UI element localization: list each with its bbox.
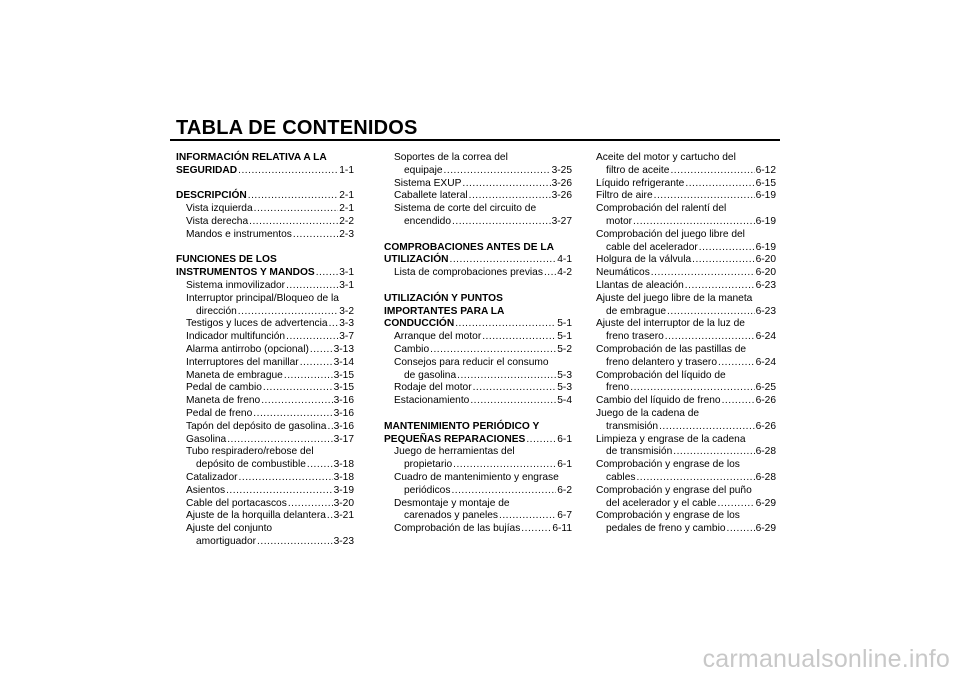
dot-leader <box>667 306 755 319</box>
dot-leader <box>444 165 551 178</box>
toc-entry-title: dirección <box>196 305 237 317</box>
toc-entry[interactable] <box>596 165 776 178</box>
toc-page-number: 6-7 <box>557 510 572 522</box>
toc-page-number: 3-23 <box>333 535 354 547</box>
toc-page-number: 3-17 <box>333 433 354 445</box>
toc-entry[interactable] <box>384 190 572 203</box>
toc-page-number: 3-1 <box>339 267 354 279</box>
toc-entry-title: transmisión <box>606 420 659 432</box>
dot-leader <box>727 523 755 536</box>
toc-entry-title: INSTRUMENTOS Y MANDOS <box>176 267 315 279</box>
toc-gap <box>176 178 354 191</box>
toc-entry[interactable] <box>384 344 572 357</box>
toc-page-number: 3-15 <box>333 369 354 381</box>
toc-entry[interactable] <box>596 178 776 191</box>
toc-entry-title: amortiguador <box>196 535 257 547</box>
toc-page-number: 6-26 <box>755 395 776 407</box>
toc-line: Tubo respiradero/rebose del <box>186 446 314 458</box>
toc-gap <box>384 408 572 421</box>
toc-page-number: 3-21 <box>333 510 354 522</box>
toc-page-number: 6-23 <box>755 305 776 317</box>
dot-leader <box>670 165 754 178</box>
dot-leader <box>284 370 333 383</box>
toc-entry-title: freno <box>606 382 630 394</box>
toc-entry-title: del acelerador y el cable <box>606 497 717 509</box>
toc-entry-title: Ajuste de la horquilla delantera <box>186 510 326 522</box>
toc-page-number: 6-28 <box>755 471 776 483</box>
toc-entry-title: pedales de freno y cambio <box>606 523 726 535</box>
toc-page-number: 2-1 <box>339 203 354 215</box>
toc-column-2 <box>384 152 572 536</box>
toc-page-number: 3-15 <box>333 382 354 394</box>
toc-page-number: 6-12 <box>755 164 776 176</box>
watermark: carmanualsonline.info <box>702 645 950 673</box>
toc-entry-title: Indicador multifunción <box>186 331 286 343</box>
dot-leader <box>257 536 333 549</box>
toc-page-number: 6-23 <box>755 279 776 291</box>
dot-leader <box>263 382 333 395</box>
dot-leader <box>238 306 338 319</box>
dot-leader <box>470 395 556 408</box>
toc-entry[interactable] <box>384 267 572 280</box>
dot-leader <box>300 357 333 370</box>
toc-entry[interactable] <box>596 472 776 485</box>
toc-entry[interactable] <box>176 306 354 319</box>
toc-page-number: 6-29 <box>755 497 776 509</box>
toc-line: Soportes de la correa del <box>394 152 508 163</box>
dot-leader <box>307 459 333 472</box>
dot-leader <box>462 178 550 191</box>
toc-line: Aceite del motor y cartucho del <box>596 152 736 163</box>
toc-entry-title: Estacionamiento <box>394 395 470 407</box>
dot-leader <box>722 395 755 408</box>
toc-entry-title: Maneta de freno <box>186 395 261 407</box>
toc-page-number: 6-2 <box>557 484 572 496</box>
dot-leader <box>654 190 755 203</box>
toc-entry-title: Rodaje del motor <box>394 382 472 394</box>
toc-entry-title: SEGURIDAD <box>176 164 238 176</box>
toc-line: Juego de herramientas del <box>394 446 515 458</box>
toc-entry[interactable] <box>596 267 776 280</box>
toc-page-number: 2-3 <box>339 228 354 240</box>
dot-leader <box>430 344 556 357</box>
toc-page-number: 6-24 <box>755 356 776 368</box>
toc-page-number: 5-4 <box>557 395 572 407</box>
dot-leader <box>718 357 755 370</box>
toc-entry[interactable] <box>176 344 354 357</box>
toc-page-number: 6-20 <box>755 267 776 279</box>
toc-page-number: 5-1 <box>557 318 572 330</box>
toc-page-number: 6-11 <box>552 523 572 535</box>
toc-page-number: 2-1 <box>339 190 354 202</box>
toc-entry-title: depósito de combustible <box>196 459 306 471</box>
toc-entry-title: Comprobación de las bujías <box>394 523 521 535</box>
dot-leader <box>499 510 556 523</box>
dot-leader <box>452 216 551 229</box>
toc-entry[interactable] <box>176 229 354 242</box>
toc-page-number: 1-1 <box>339 164 354 176</box>
toc-entry[interactable] <box>596 382 776 395</box>
toc-line: Comprobación del juego libre del <box>596 228 745 240</box>
toc-line: Desmontaje y montaje de <box>394 497 510 509</box>
toc-entry[interactable] <box>384 485 572 498</box>
dot-leader <box>453 459 556 472</box>
toc-entry-title: filtro de aceite <box>606 164 670 176</box>
toc-entry-title: Gasolina <box>186 433 227 445</box>
toc-section-heading: INFORMACIÓN RELATIVA A LA <box>176 152 327 163</box>
toc-entry[interactable] <box>384 178 572 191</box>
toc-page-number: 3-2 <box>339 305 354 317</box>
toc-page-number: 3-13 <box>333 343 354 355</box>
toc-entry[interactable] <box>596 498 776 511</box>
toc-entry[interactable] <box>596 190 776 203</box>
toc-line: Ajuste del juego libre de la maneta <box>596 292 753 304</box>
dot-leader <box>248 190 339 203</box>
toc-entry-title: de gasolina <box>404 369 457 381</box>
toc-entry[interactable] <box>176 382 354 395</box>
dot-leader <box>239 472 333 485</box>
toc-entry[interactable] <box>176 510 354 523</box>
toc-page-number: 5-3 <box>557 369 572 381</box>
toc-line: Ajuste del conjunto <box>186 523 273 535</box>
toc-entry-title: Arranque del motor <box>394 331 482 343</box>
toc-page-number: 6-28 <box>755 446 776 458</box>
toc-entry-title: Alarma antirrobo (opcional) <box>186 343 309 355</box>
toc-page-number: 3-18 <box>333 471 354 483</box>
toc-page-number: 3-20 <box>333 497 354 509</box>
toc-entry-title: Asientos <box>186 484 226 496</box>
toc-entry[interactable] <box>596 357 776 370</box>
toc-entry[interactable] <box>596 395 776 408</box>
toc-entry[interactable] <box>596 446 776 459</box>
page-title: TABLA DE CONTENIDOS <box>176 117 418 139</box>
toc-page-number: 6-29 <box>755 523 776 535</box>
toc-page-number: 5-1 <box>557 331 572 343</box>
toc-page-number: 3-18 <box>333 459 354 471</box>
dot-leader <box>685 280 755 293</box>
toc-entry[interactable] <box>176 357 354 370</box>
toc-line: Ajuste del interruptor de la luz de <box>596 318 745 330</box>
toc-entry-title: Cambio <box>394 343 430 355</box>
toc-section-entry[interactable] <box>176 165 354 178</box>
toc-section-heading: IMPORTANTES PARA LA <box>384 305 505 317</box>
dot-leader <box>450 254 557 267</box>
toc-page-number: 3-3 <box>339 318 354 330</box>
toc-page-number: 6-25 <box>755 382 776 394</box>
dot-leader <box>261 395 332 408</box>
toc-entry-title: motor <box>606 215 633 227</box>
toc-page-number: 3-14 <box>333 356 354 368</box>
toc-entry[interactable] <box>384 395 572 408</box>
dot-leader <box>692 254 754 267</box>
toc-entry[interactable] <box>176 459 354 472</box>
toc-section-entry[interactable] <box>176 267 354 280</box>
toc-page-number: 6-26 <box>755 420 776 432</box>
toc-line: Comprobación del ralentí del <box>596 203 727 215</box>
toc-entry[interactable] <box>176 280 354 293</box>
dot-leader <box>249 216 338 229</box>
toc-gap <box>384 229 572 242</box>
toc-gap <box>384 280 572 293</box>
dot-leader <box>254 203 339 216</box>
toc-entry[interactable] <box>596 421 776 434</box>
toc-entry-title: de transmisión <box>606 446 673 458</box>
toc-page-number: 3-26 <box>551 177 572 189</box>
toc-entry[interactable] <box>176 216 354 229</box>
toc-entry[interactable] <box>176 408 354 421</box>
dot-leader <box>651 267 755 280</box>
toc-page-number: 4-1 <box>557 254 572 266</box>
dot-leader <box>238 165 338 178</box>
toc-entry[interactable] <box>176 203 354 216</box>
toc-entry-title: de embrague <box>606 305 667 317</box>
toc-line: Comprobación del líquido de <box>596 369 726 381</box>
toc-entry[interactable] <box>384 216 572 229</box>
dot-leader <box>293 229 338 242</box>
toc-entry-title: UTILIZACIÓN <box>384 254 449 266</box>
toc-page-number: 6-24 <box>755 331 776 343</box>
toc-column-1 <box>176 152 354 549</box>
toc-line: Limpieza y engrase de la cadena <box>596 433 746 445</box>
toc-section-entry[interactable] <box>384 434 572 447</box>
dot-leader <box>327 510 333 523</box>
toc-page-number: 5-3 <box>557 382 572 394</box>
toc-entry[interactable] <box>384 370 572 383</box>
toc-gap <box>176 242 354 255</box>
toc-entry-title: PEQUEÑAS REPARACIONES <box>384 433 526 445</box>
toc-entry[interactable] <box>384 523 572 536</box>
toc-page-number: 6-1 <box>557 459 572 471</box>
dot-leader <box>310 344 333 357</box>
dot-leader <box>636 472 754 485</box>
toc-entry[interactable] <box>176 421 354 434</box>
toc-line: Comprobación y engrase de los <box>596 459 740 471</box>
toc-entry[interactable] <box>596 306 776 319</box>
dot-leader <box>673 446 754 459</box>
toc-entry-title: Vista derecha <box>186 215 249 227</box>
toc-entry-title: carenados y paneles <box>404 510 499 522</box>
toc-entry-title: Maneta de embrague <box>186 369 283 381</box>
toc-section-heading: FUNCIONES DE LOS <box>176 254 277 266</box>
toc-page-number: 5-2 <box>557 343 572 355</box>
toc-line: Cuadro de mantenimiento y engrase <box>394 471 559 483</box>
toc-page-number: 3-7 <box>339 331 354 343</box>
dot-leader <box>685 178 754 191</box>
toc-page-number: 6-19 <box>755 215 776 227</box>
dot-leader <box>286 280 338 293</box>
toc-entry[interactable] <box>176 318 354 331</box>
toc-section-heading: COMPROBACIONES ANTES DE LA <box>384 241 554 253</box>
dot-leader <box>253 408 332 421</box>
toc-entry[interactable] <box>384 510 572 523</box>
toc-entry-title: Cambio del líquido de freno <box>596 395 721 407</box>
dot-leader <box>451 485 556 498</box>
toc-page-number: 3-16 <box>333 420 354 432</box>
toc-column-3 <box>596 152 776 536</box>
toc-entry-title: Tapón del depósito de gasolina <box>186 420 327 432</box>
toc-section-heading: MANTENIMIENTO PERIÓDICO Y <box>384 420 540 432</box>
toc-page-number: 3-25 <box>551 164 572 176</box>
title-rule <box>170 139 780 141</box>
dot-leader <box>630 382 754 395</box>
toc-line: Juego de la cadena de <box>596 407 700 419</box>
dot-leader <box>469 190 551 203</box>
dot-leader <box>521 523 551 536</box>
toc-entry[interactable] <box>176 395 354 408</box>
toc-entry[interactable] <box>384 459 572 472</box>
toc-entry[interactable] <box>176 434 354 447</box>
toc-entry[interactable] <box>384 382 572 395</box>
toc-entry[interactable] <box>176 472 354 485</box>
toc-entry-title: cables <box>606 471 636 483</box>
toc-entry[interactable] <box>176 498 354 511</box>
toc-entry-title: freno delantero y trasero <box>606 356 717 368</box>
toc-entry[interactable] <box>384 165 572 178</box>
dot-leader <box>482 331 556 344</box>
toc-entry-title: Neumáticos <box>596 267 650 279</box>
toc-page-number: 3-27 <box>551 215 572 227</box>
toc-entry[interactable] <box>596 280 776 293</box>
toc-page-number: 3-16 <box>333 407 354 419</box>
toc-page-number: 6-15 <box>755 177 776 189</box>
toc-entry-title: equipaje <box>404 164 443 176</box>
toc-entry-title: Interruptores del manillar <box>186 356 299 368</box>
toc-entry[interactable] <box>176 370 354 383</box>
toc-entry[interactable] <box>596 254 776 267</box>
toc-entry[interactable] <box>176 485 354 498</box>
dot-leader <box>327 421 332 434</box>
toc-entry-title: propietario <box>404 459 453 471</box>
toc-line: Comprobación y engrase del puño <box>596 484 752 496</box>
toc-entry-title: Vista izquierda <box>186 203 253 215</box>
dot-leader <box>473 382 557 395</box>
toc-page-number: 3-19 <box>333 484 354 496</box>
toc-entry-title: cable del acelerador <box>606 241 698 253</box>
toc-entry-title: encendido <box>404 215 452 227</box>
toc-line: Consejos para reducir el consumo <box>394 356 549 368</box>
toc-entry[interactable] <box>176 331 354 344</box>
dot-leader <box>457 370 556 383</box>
toc-page-number: 3-1 <box>339 279 354 291</box>
dot-leader <box>329 318 339 331</box>
toc-entry-title: Mandos e instrumentos <box>186 228 292 240</box>
toc-entry-title: DESCRIPCIÓN <box>176 190 247 202</box>
toc-entry-title: Sistema inmovilizador <box>186 279 286 291</box>
toc-page-number: 4-2 <box>557 267 572 279</box>
dot-leader <box>665 331 755 344</box>
toc-entry-title: freno trasero <box>606 331 664 343</box>
toc-section-entry[interactable] <box>176 190 354 203</box>
toc-entry-title: Pedal de cambio <box>186 382 262 394</box>
toc-page-number: 6-1 <box>557 433 572 445</box>
toc-line: Comprobación y engrase de los <box>596 510 740 522</box>
dot-leader <box>288 498 333 511</box>
toc-entry-title: Filtro de aire <box>596 190 653 202</box>
dot-leader <box>699 242 755 255</box>
toc-entry-title: Lista de comprobaciones previas <box>394 267 543 279</box>
toc-entry[interactable] <box>176 536 354 549</box>
toc-entry-title: Sistema EXUP <box>394 177 462 189</box>
toc-page-number: 6-19 <box>755 241 776 253</box>
dot-leader <box>286 331 338 344</box>
toc-entry-title: Líquido refrigerante <box>596 177 685 189</box>
dot-leader <box>717 498 754 511</box>
dot-leader <box>316 267 339 280</box>
toc-line: Comprobación de las pastillas de <box>596 343 747 355</box>
toc-page-number: 3-16 <box>333 395 354 407</box>
toc-entry-title: CONDUCCIÓN <box>384 318 455 330</box>
toc-page-number: 6-19 <box>755 190 776 202</box>
dot-leader <box>633 216 755 229</box>
toc-entry-title: periódicos <box>404 484 451 496</box>
toc-page-number: 3-26 <box>551 190 572 202</box>
toc-section-entry[interactable] <box>384 254 572 267</box>
dot-leader <box>544 267 556 280</box>
toc-page-number: 2-2 <box>339 215 354 227</box>
toc-entry-title: Pedal de freno <box>186 407 253 419</box>
toc-entry-title: Testigos y luces de advertencia <box>186 318 328 330</box>
toc-entry[interactable] <box>596 216 776 229</box>
toc-entry-title: Caballete lateral <box>394 190 468 202</box>
dot-leader <box>659 421 755 434</box>
toc-entry[interactable] <box>596 331 776 344</box>
dot-leader <box>455 318 556 331</box>
dot-leader <box>526 434 556 447</box>
toc-entry[interactable] <box>596 523 776 536</box>
toc-line: Interruptor principal/Bloqueo de la <box>186 292 339 304</box>
dot-leader <box>227 434 332 447</box>
toc-entry-title: Cable del portacascos <box>186 497 287 509</box>
toc-entry-title: Catalizador <box>186 471 238 483</box>
toc-line: Sistema de corte del circuito de <box>394 203 537 215</box>
dot-leader <box>226 485 333 498</box>
toc-section-entry[interactable] <box>384 318 572 331</box>
toc-entry[interactable] <box>596 242 776 255</box>
toc-section-heading: UTILIZACIÓN Y PUNTOS <box>384 292 503 304</box>
toc-entry-title: Holgura de la válvula <box>596 254 692 266</box>
toc-entry[interactable] <box>384 331 572 344</box>
toc-entry-title: Llantas de aleación <box>596 279 684 291</box>
toc-page-number: 6-20 <box>755 254 776 266</box>
